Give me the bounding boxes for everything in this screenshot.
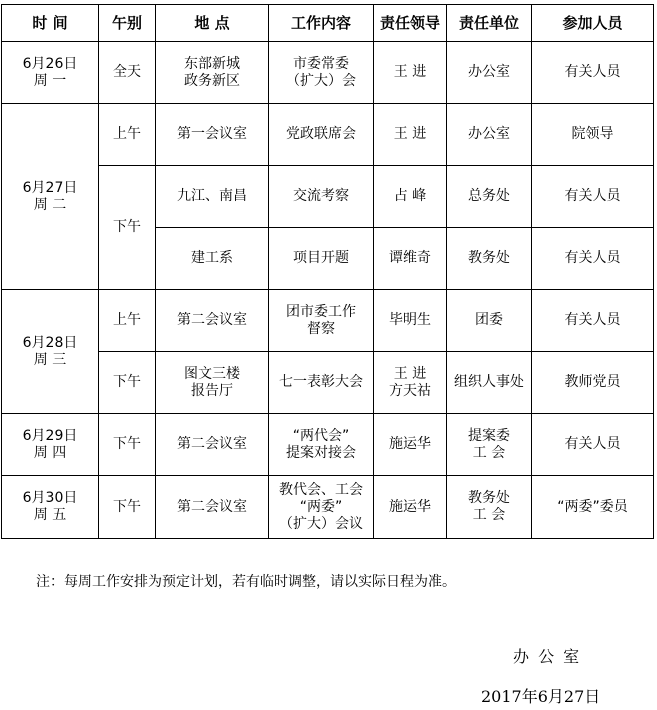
leader-cell — [374, 352, 447, 414]
unit-cell: 总务处 — [447, 166, 532, 228]
place-cell: 第一会议室 — [156, 104, 269, 166]
content-line: 团市委工作 — [286, 303, 356, 320]
content-line: 市委常委 — [293, 55, 349, 72]
place-cell: 建工系 — [156, 228, 269, 290]
place-cell — [156, 352, 269, 414]
unit-line: 提案委 — [468, 427, 510, 444]
issuing-office: 办 公 室 — [513, 647, 582, 666]
leader-cell: 王 进 — [374, 42, 447, 104]
period-cell: 下午 — [99, 352, 156, 414]
place-line: 报告厅 — [191, 382, 233, 399]
day-weekday: 周 二 — [33, 196, 67, 213]
table-row — [2, 352, 654, 414]
unit-cell: 教务处 — [447, 228, 532, 290]
header-place: 地 点 — [156, 5, 269, 42]
unit-cell: 办公室 — [447, 42, 532, 104]
day-date: 6月28日 — [22, 334, 78, 351]
place-line: 政务新区 — [184, 72, 240, 89]
attendees-cell: 有关人员 — [532, 414, 654, 476]
place-cell: 九江、南昌 — [156, 166, 269, 228]
unit-line: 工 会 — [472, 507, 506, 523]
content-cell: 七一表彰大会 — [269, 352, 374, 414]
place-line: 东部新城 — [184, 55, 240, 72]
table-row — [2, 42, 654, 104]
table-row — [2, 104, 654, 166]
unit-cell — [447, 414, 532, 476]
period-cell: 上午 — [99, 104, 156, 166]
content-cell — [269, 476, 374, 539]
footnote: 注：每周工作安排为预定计划，若有临时调整，请以实际日程为准。 — [36, 574, 456, 590]
header-row — [2, 5, 654, 42]
day-weekday: 周 五 — [33, 507, 67, 523]
leader-cell: 王 进 — [374, 104, 447, 166]
leader-cell: 施运华 — [374, 476, 447, 539]
content-line: 提案对接会 — [286, 444, 356, 461]
content-line: （扩大）会 — [286, 72, 356, 89]
place-line: 图文三楼 — [184, 365, 240, 382]
leader-cell: 毕明生 — [374, 290, 447, 352]
content-line: （扩大）会议 — [279, 515, 363, 532]
period-cell: 全天 — [99, 42, 156, 104]
issue-date: 2017年6月27日 — [481, 687, 601, 706]
header-time: 时 间 — [2, 5, 99, 42]
leader-line: 王 进 — [393, 365, 427, 382]
content-cell: 交流考察 — [269, 166, 374, 228]
leader-line: 方天祜 — [389, 382, 431, 399]
header-content: 工作内容 — [269, 5, 374, 42]
leader-cell: 施运华 — [374, 414, 447, 476]
table-row — [2, 476, 654, 539]
place-cell — [156, 42, 269, 104]
unit-cell: 组织人事处 — [447, 352, 532, 414]
day-cell — [2, 42, 99, 104]
content-cell — [269, 290, 374, 352]
table-row — [2, 414, 654, 476]
attendees-cell: 有关人员 — [532, 228, 654, 290]
unit-cell: 办公室 — [447, 104, 532, 166]
day-weekday: 周 四 — [33, 444, 67, 461]
day-date: 6月29日 — [22, 427, 78, 444]
day-cell — [2, 104, 99, 290]
period-cell: 下午 — [99, 476, 156, 539]
place-cell: 第二会议室 — [156, 476, 269, 539]
content-cell: 项目开题 — [269, 228, 374, 290]
header-period: 午别 — [99, 5, 156, 42]
attendees-cell: 有关人员 — [532, 166, 654, 228]
attendees-cell: 教师党员 — [532, 352, 654, 414]
day-date: 6月27日 — [22, 179, 78, 196]
unit-cell: 团委 — [447, 290, 532, 352]
day-weekday: 周 三 — [33, 351, 67, 368]
unit-cell — [447, 476, 532, 539]
place-cell: 第二会议室 — [156, 414, 269, 476]
period-cell: 下午 — [99, 414, 156, 476]
header-leader: 责任领导 — [374, 5, 447, 42]
day-cell — [2, 414, 99, 476]
leader-cell: 谭维奇 — [374, 228, 447, 290]
period-cell: 下午 — [99, 166, 156, 290]
day-cell — [2, 476, 99, 539]
day-date: 6月26日 — [22, 55, 78, 72]
day-date: 6月30日 — [22, 490, 78, 506]
content-line: 督察 — [307, 320, 335, 337]
period-cell: 上午 — [99, 290, 156, 352]
place-cell: 第二会议室 — [156, 290, 269, 352]
table-row — [2, 290, 654, 352]
content-cell — [269, 42, 374, 104]
content-line: “两委” — [299, 498, 343, 515]
table-row — [2, 166, 654, 228]
day-cell — [2, 290, 99, 414]
schedule-table — [1, 4, 654, 539]
header-unit: 责任单位 — [447, 5, 532, 42]
content-cell: 党政联席会 — [269, 104, 374, 166]
unit-line: 教务处 — [468, 490, 510, 506]
unit-line: 工 会 — [472, 444, 506, 461]
attendees-cell: 院领导 — [532, 104, 654, 166]
content-line: “两代会” — [292, 427, 350, 444]
day-weekday: 周 一 — [33, 72, 67, 89]
attendees-cell: 有关人员 — [532, 290, 654, 352]
content-line: 教代会、工会 — [279, 481, 363, 498]
content-cell — [269, 414, 374, 476]
leader-cell: 占 峰 — [374, 166, 447, 228]
attendees-cell: 有关人员 — [532, 42, 654, 104]
attendees-cell: “两委”委员 — [532, 476, 654, 539]
header-attendees: 参加人员 — [532, 5, 654, 42]
